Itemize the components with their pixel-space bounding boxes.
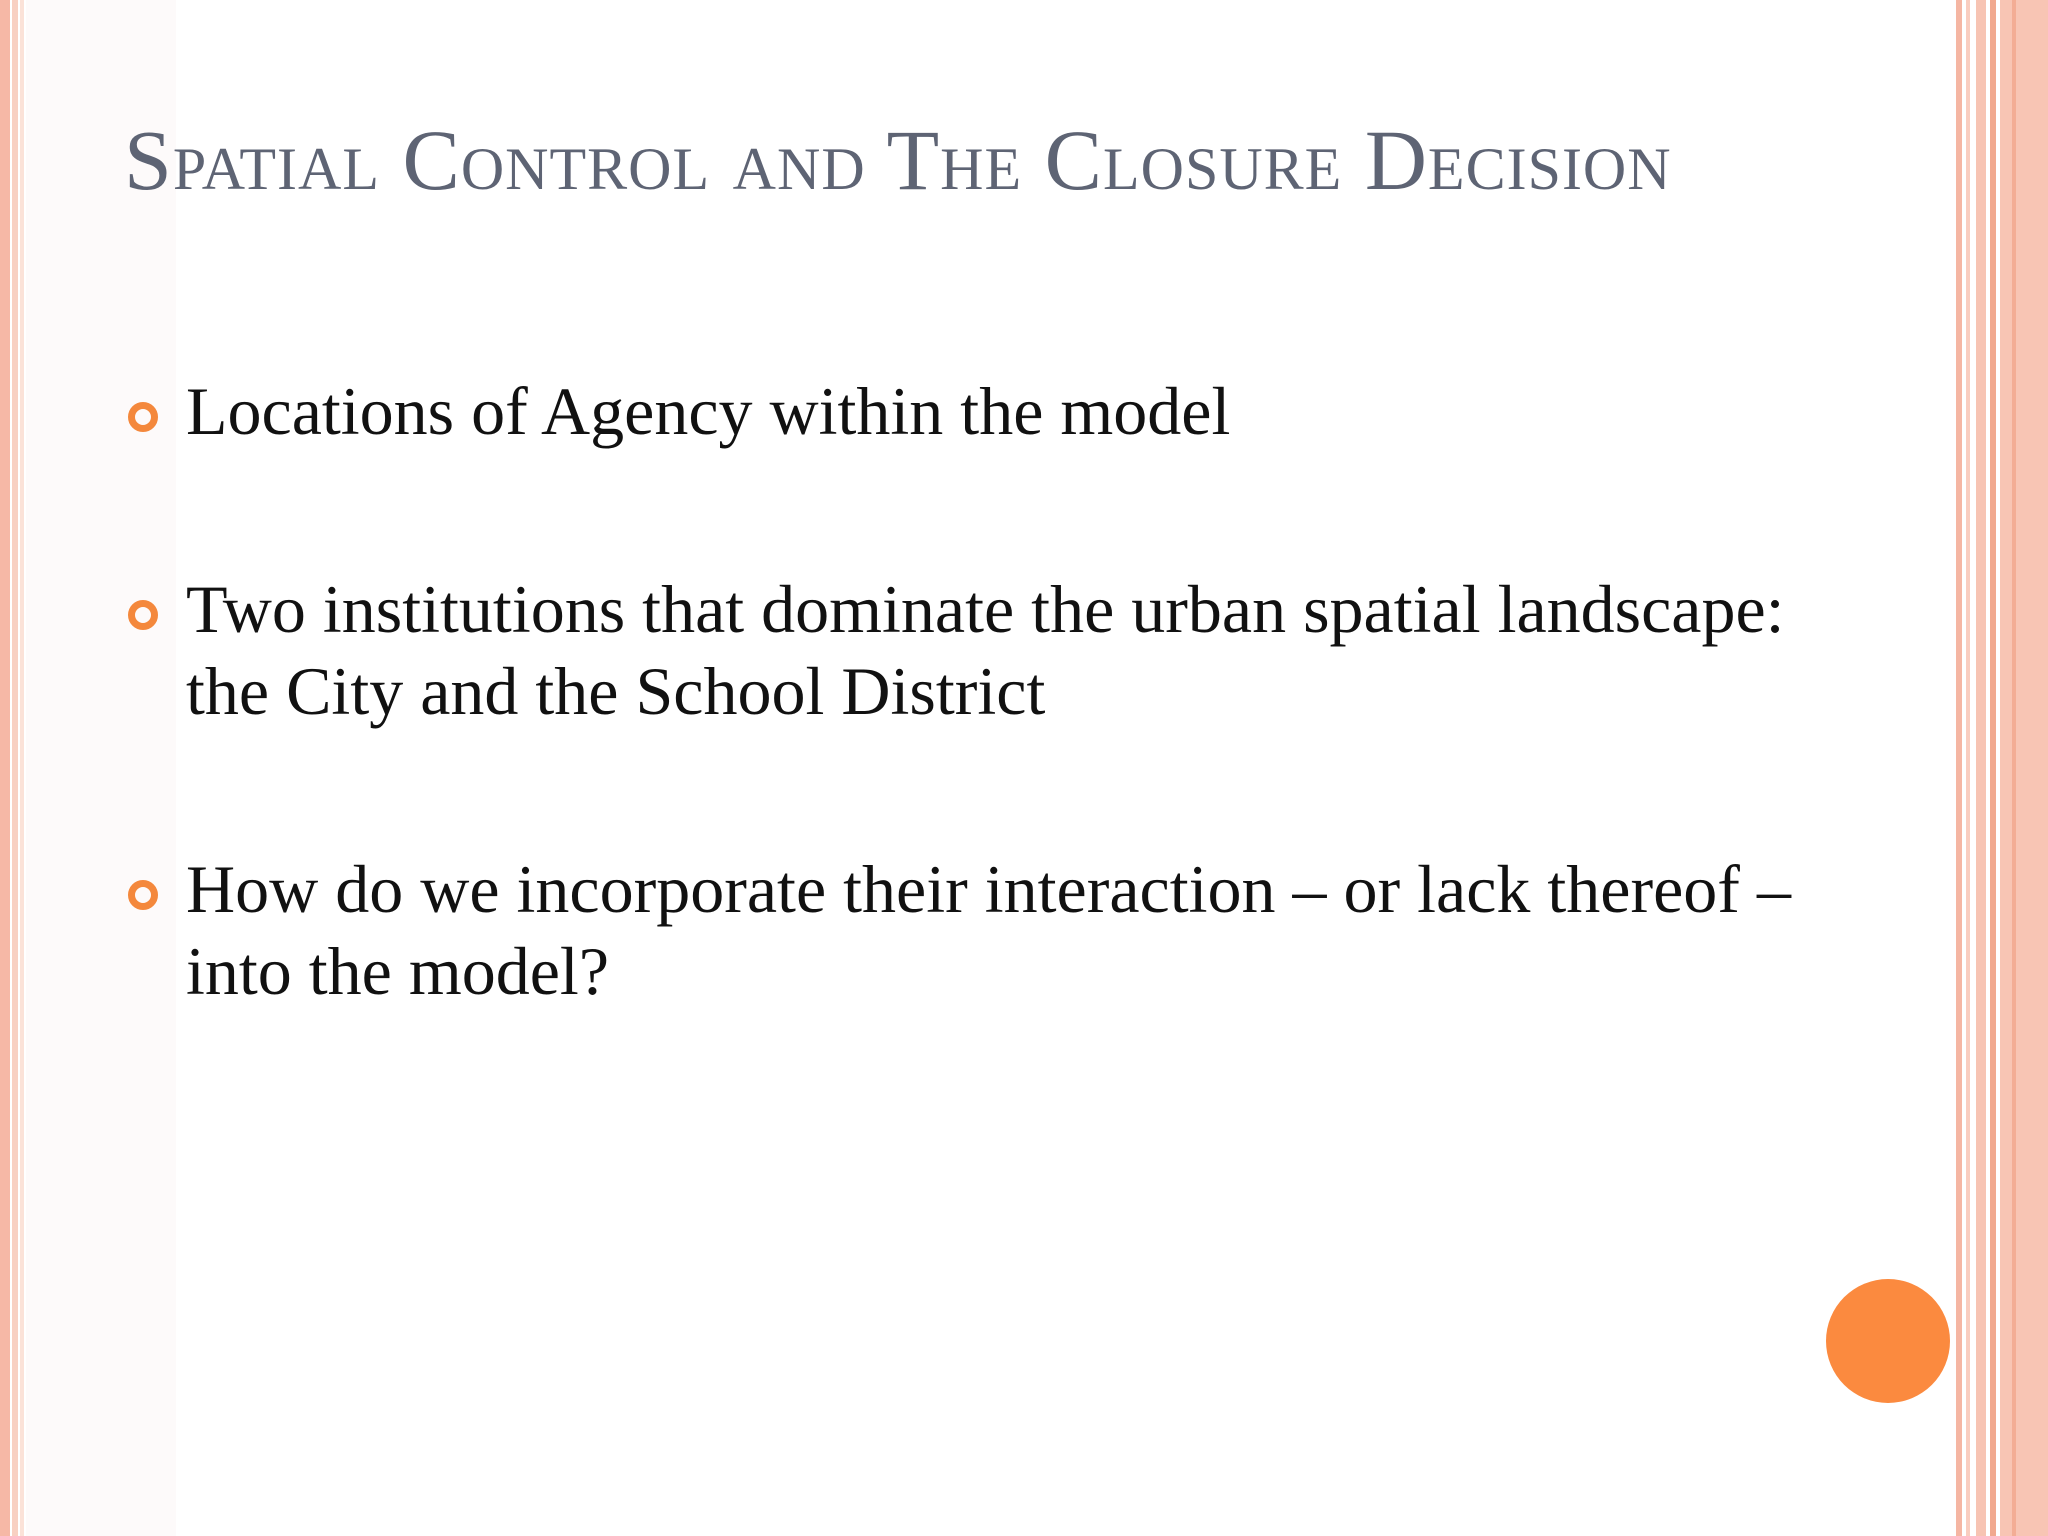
accent-circle-icon (1826, 1279, 1950, 1403)
bullet-list (124, 370, 1824, 1012)
bullet-icon (128, 880, 158, 910)
bullet-text: How do we incorporate their interaction – or lack thereof – into the model? (186, 851, 1791, 1009)
bullet-icon (128, 600, 158, 630)
slide-title: Spatial Control and The Closure Decision (124, 112, 1672, 208)
left-border-bar (0, 0, 10, 1536)
bullet-icon (128, 402, 158, 432)
right-border-bar (2000, 0, 2048, 1536)
bullet-item (124, 848, 1824, 1012)
bullet-text: Two institutions that dominate the urban spatial landscape: the City and the School District (186, 571, 1785, 729)
right-border-bar (1990, 0, 1996, 1536)
left-border-bar (20, 0, 24, 1536)
right-border-bar (2012, 0, 2016, 1536)
right-border-bar (1956, 0, 1962, 1536)
bullet-item (124, 370, 1824, 452)
left-border-bar (12, 0, 18, 1536)
right-border-bar (1976, 0, 1986, 1536)
bullet-item (124, 568, 1824, 732)
bullet-text: Locations of Agency within the model (186, 373, 1231, 449)
right-border-bar (1966, 0, 1970, 1536)
